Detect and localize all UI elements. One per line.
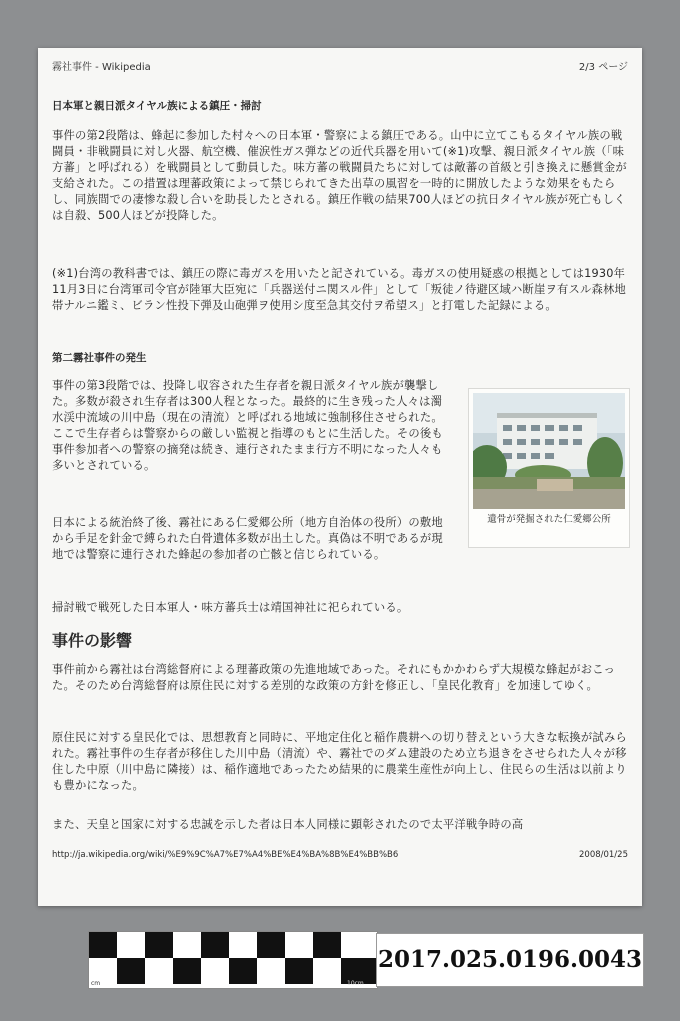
scale-label-end: 10cm xyxy=(347,980,364,987)
section-heading-suppression: 日本軍と親日派タイヤル族による鎮圧・掃討 xyxy=(52,100,262,112)
paragraph-impact-1: 事件前から霧社は台湾総督府による理蕃政策の先進地域であった。それにもかかわらず大規模な蜂起がおこった。そのため台湾総督府は原住民に対する差別的な政策の方針を修正し、「皇民化教育」を加速してゆく。 xyxy=(52,663,616,692)
paragraph-suppression-2: (※1)台湾の教科書では、鎮圧の際に毒ガスを用いたと記されている。毒ガスの使用疑惑の根拠としては1930年11月3日に台湾軍司令官が陸軍大臣宛に「兵器送付ニ関スル件」として「叛徒ノ待避区域ハ断崖ヲ有スル森林地帯ナルニ鑑ミ、ビラン性投下弾及山砲弾ヲ使用シ度至急其交付ヲ希望ス」と打電した記録による。 xyxy=(52,267,627,312)
paragraph-impact-3: また、天皇と国家に対する忠誠を示した者は日本人同様に顕彰されたので太平洋戦争時の高 xyxy=(52,818,524,831)
photo-figure xyxy=(468,388,630,548)
scale-square xyxy=(285,958,313,984)
paragraph-impact-2: 原住民に対する皇民化では、思想教育と同時に、平地定住化と稲作農耕への切り替えという大きな転換が試みられた。霧社事件の生存者が移住した川中島（清流）や、霧社でのダム建設のため立ち退きをさせられた人々が移住した中原（川中島に隣接）は、稲作適地であったため結果的に農業生産性が向上し、住民らの生活は以前よりも豊かになった。 xyxy=(52,731,627,792)
color-scale-bar xyxy=(88,931,378,989)
section-heading-second-incident: 第二霧社事件の発生 xyxy=(52,352,147,364)
scale-label-start: cm xyxy=(91,980,101,987)
page-number: 2/3 ページ xyxy=(578,62,628,73)
document-page xyxy=(38,48,642,906)
accession-number-label: 2017.025.0196.0043 xyxy=(376,933,644,987)
paragraph-second-incident-3: 掃討戦で戦死した日本軍人・味方蕃兵士は靖国神社に祀られている。 xyxy=(52,601,409,614)
paragraph-suppression-1: 事件の第2段階は、蜂起に参加した村々への日本軍・警察による鎮圧である。山中に立てこもるタイヤル族の戦闘員・非戦闘員に対し火器、航空機、催涙性ガス弾などの近代兵器を用いて(※1)攻撃、親日派タイヤル族（「味方蕃」と呼ばれる）を戦闘員として動員した。味方蕃の戦闘員たちに対しては敵蕃の首級と引き換えに懸賞金が支給された。この措置は理蕃政策によって禁じられてきた出草の風習を一時的に開放したような効果をもたらし、同族間での凄惨な殺し合いを助長したとされる。鎮圧作戦の結果700人ほどの抗日タイヤル族が死亡もしくは自殺、500人ほどが投降した。 xyxy=(52,129,627,222)
scale-square xyxy=(173,958,201,984)
scale-square xyxy=(313,932,341,958)
photo-caption: 遺骨が発掘された仁愛郷公所 xyxy=(487,514,611,525)
paragraph-second-incident-1: 事件の第3段階では、投降し収容された生存者を親日派タイヤル族が襲撃した。多数が殺され生存者は300人程となった。最終的に生き残った人々は濁水渓中流域の川中島（現在の清流）と呼ばれる地域に強制移住させられた。ここで生存者らは警察からの厳しい監視と指導のもとに生活した。その後も事件参加者への警察の摘発は続き、連行されたまま行方不明になった人々も多いとされている。 xyxy=(52,379,443,472)
footer-url: http://ja.wikipedia.org/wiki/%E9%9C%A7%E7%A4%BE%E4%BA%8B%E4%BB%B6 xyxy=(52,850,399,860)
scale-square xyxy=(257,932,285,958)
scale-square xyxy=(117,958,145,984)
footer-date: 2008/01/25 xyxy=(579,850,628,860)
page-header-title: 霧社事件 - Wikipedia xyxy=(52,62,151,73)
scale-square xyxy=(201,932,229,958)
office-building-photo xyxy=(473,393,625,509)
scale-square xyxy=(145,932,173,958)
scale-square xyxy=(229,958,257,984)
scale-square xyxy=(89,932,117,958)
paragraph-second-incident-2: 日本による統治終了後、霧社にある仁愛郷公所（地方自治体の役所）の敷地から手足を針金で縛られた白骨遺体多数が出土した。真偽は不明であるが現地では警察に連行された蜂起の参加者の亡骸と信じられている。 xyxy=(52,516,443,561)
section-heading-impact: 事件の影響 xyxy=(52,631,133,650)
